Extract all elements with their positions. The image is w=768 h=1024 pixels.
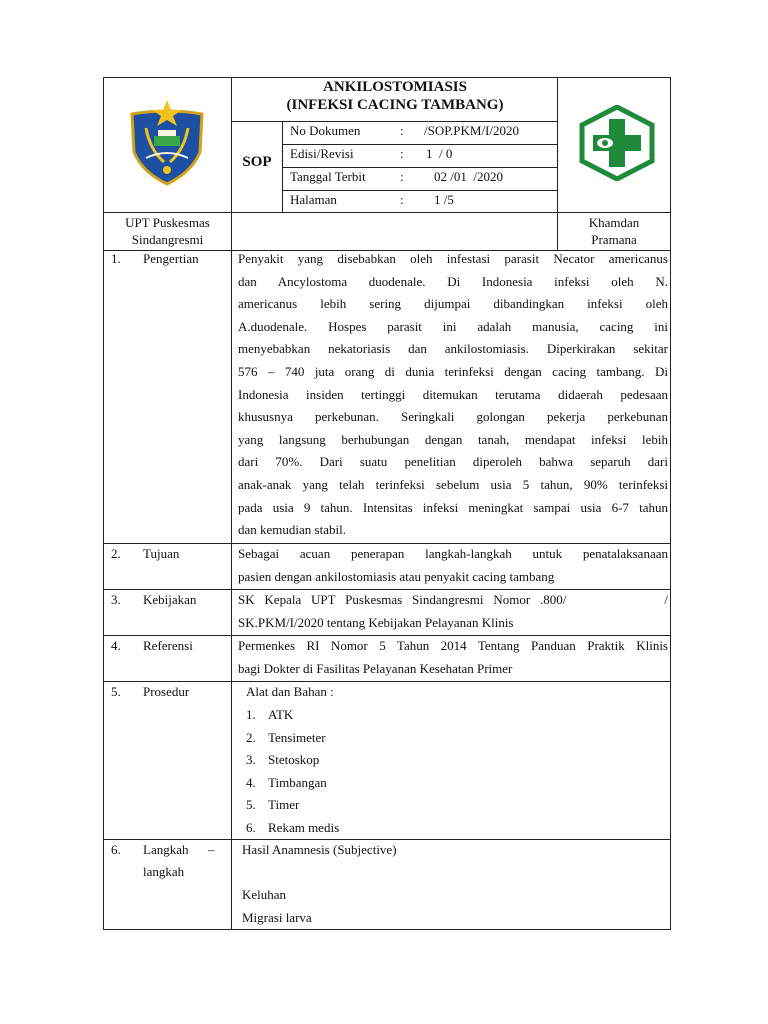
title-line-2: (INFEKSI CACING TAMBANG) [286, 97, 504, 113]
section-label-langkah-line-2: langkah [143, 864, 185, 879]
border-right [670, 77, 671, 930]
text-line: Keluhan [242, 887, 287, 903]
list-item [246, 817, 339, 840]
section-number: 1. [111, 251, 121, 266]
text-line: Sebagai acuan penerapan langkah-langkah untuk penatalaksanaan [238, 546, 668, 561]
section-label-referensi: Referensi [143, 638, 193, 653]
section-number: 4. [111, 638, 121, 653]
border-header-bottom [103, 212, 671, 213]
list-text: Stetoskop [268, 752, 320, 768]
meta-value-halaman: 1 /5 [434, 192, 454, 207]
signer-line-2: Pramana [591, 232, 637, 247]
org-name [104, 214, 231, 248]
list-text: ATK [268, 707, 294, 722]
regency-crest-logo [120, 100, 214, 186]
list-number: 4. [246, 774, 256, 790]
border-row4-bottom [103, 681, 671, 682]
meta-sep: : [400, 192, 404, 207]
text-line: yang langsung berhubungan dengan tanah, mendapat infeksi lebih [238, 431, 668, 447]
meta-sep: : [400, 146, 404, 161]
text-line: Penyakit yang disebabkan oleh infestasi parasit Necator americanus [238, 251, 668, 266]
text-line: A.duodenale. Hospes parasit ini adalah manusia, cacing ini [238, 318, 668, 334]
section-number: 6. [111, 842, 121, 857]
text-line: dan kemudian stabil. [238, 522, 346, 538]
text-line: pasien dengan ankilostomiasis atau penyakit cacing tambang [238, 568, 555, 584]
text-line: pada usia 9 tahun. Intensitas infeksi meningkat sampai usia 6-7 tahun [238, 499, 668, 515]
section-number: 3. [111, 592, 121, 607]
org-line-1: UPT Puskesmas [125, 215, 210, 230]
text-line [242, 862, 672, 885]
section-body-pengertian [238, 248, 668, 542]
meta-sep: : [400, 169, 404, 184]
text-line: Migrasi larva [242, 909, 312, 925]
prosedur-intro: Alat dan Bahan : [246, 684, 334, 699]
border-meta-2 [282, 167, 558, 168]
text-line: SK Kepala UPT Puskesmas Sindangresmi Nomor .800/ / [238, 592, 668, 607]
meta-label-halaman: Halaman [290, 192, 337, 207]
section-body-langkah [242, 839, 672, 929]
list-item [246, 704, 339, 727]
document-title [232, 78, 558, 114]
text-line: dari 70%. Dari suatu penelitian diperoleh bahwa separuh dari [238, 454, 668, 470]
alat-bahan-list [246, 704, 339, 840]
section-label-pengertian: Pengertian [143, 251, 199, 266]
section-body-referensi [238, 635, 668, 680]
meta-label-tanggal: Tanggal Terbit [290, 169, 366, 184]
meta-value-no-dokumen: /SOP.PKM/I/2020 [424, 123, 519, 138]
border-meta-1 [282, 144, 558, 145]
text-line: 576 – 740 juta orang di dunia terinfeksi dengan cacing tambang. Di [238, 363, 668, 379]
meta-value-tanggal: 02 /01 /2020 [434, 169, 503, 184]
list-item [246, 727, 339, 750]
meta-sep: : [400, 123, 404, 138]
section-body-kebijakan [238, 589, 668, 634]
section-number: 2. [111, 546, 121, 561]
list-text: Tensimeter [268, 729, 326, 745]
meta-label-edisi: Edisi/Revisi [290, 146, 354, 161]
meta-label-no-dokumen: No Dokumen [290, 123, 361, 138]
text-line: SK.PKM/I/2020 tentang Kebijakan Pelayanan Klinis [238, 614, 514, 630]
text-line: anak-anak yang telah terinfeksi sebelum usia 5 tahun, 90% terinfeksi [238, 476, 668, 492]
section-label-langkah-line-1: Langkah – [143, 842, 215, 857]
signer-line-1: Khamdan [588, 215, 640, 230]
list-number: 6. [246, 819, 256, 835]
meta-value-edisi: 1 / 0 [426, 146, 453, 161]
border-meta-3 [282, 190, 558, 191]
signer-name [558, 214, 670, 248]
puskesmas-green-cross-logo [578, 105, 656, 181]
org-line-2: Sindangresmi [131, 232, 204, 247]
list-item [246, 794, 339, 817]
text-line: menyebabkan nekatoriasis dan ankilostomiasis. Diperkirakan sekitar [238, 341, 668, 357]
border-sop-divider [282, 121, 283, 213]
section-label-prosedur: Prosedur [143, 684, 190, 699]
text-line: dan Ancylostoma duodenale. Di Indonesia infeksi oleh N. [238, 273, 668, 289]
title-line-1: ANKILOSTOMIASIS [323, 79, 467, 95]
list-text: Timbangan [268, 774, 327, 790]
text-line: Permenkes RI Nomor 5 Tahun 2014 Tentang Panduan Praktik Klinis [238, 638, 668, 653]
list-number: 1. [246, 707, 256, 722]
list-number: 3. [246, 752, 256, 768]
section-number: 5. [111, 684, 121, 699]
text-line: bagi Dokter di Fasilitas Pelayanan Kesehatan Primer [238, 660, 513, 676]
list-number: 2. [246, 729, 256, 745]
list-item [246, 749, 339, 772]
border-left [103, 77, 104, 930]
text-line: khususnya perkebunan. Seringkali golongan pekerja perkebunan [238, 409, 668, 425]
text-line: Hasil Anamnesis (Subjective) [242, 842, 397, 857]
section-body-tujuan [238, 543, 668, 588]
border-title-bottom [232, 121, 558, 122]
text-line: Indonesia insiden tertinggi ditemukan terutama didaerah pedesaan [238, 386, 668, 402]
section-label-tujuan: Tujuan [143, 546, 180, 561]
sop-label: SOP [242, 154, 272, 170]
border-col-divider [231, 77, 232, 930]
list-number: 5. [246, 797, 256, 813]
section-label-kebijakan: Kebijakan [143, 592, 197, 607]
text-line: americanus lebih sering dijumpai dibandingkan infeksi oleh [238, 296, 668, 312]
list-text: Rekam medis [268, 819, 340, 835]
list-item [246, 772, 339, 795]
list-text: Timer [268, 797, 300, 813]
